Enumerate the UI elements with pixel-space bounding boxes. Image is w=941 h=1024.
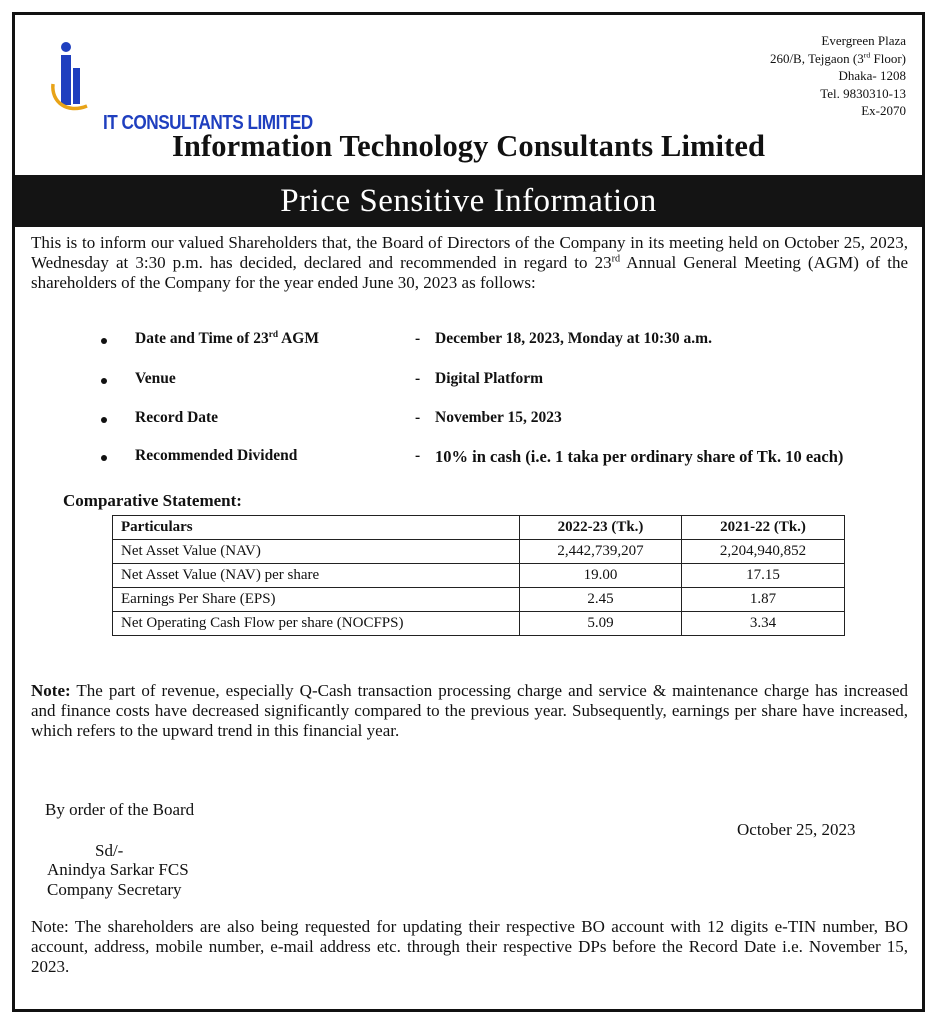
address-line: Dhaka- 1208 bbox=[838, 68, 906, 83]
bullet-icon bbox=[101, 378, 107, 384]
list-item bbox=[15, 370, 915, 392]
bullet-label: Venue bbox=[135, 370, 176, 387]
address-line: Ex-2070 bbox=[861, 103, 906, 118]
company-logo bbox=[45, 38, 313, 134]
table-cell: Earnings Per Share (EPS) bbox=[113, 588, 520, 612]
notice-date: October 25, 2023 bbox=[737, 820, 856, 839]
bullet-separator: - bbox=[415, 447, 421, 464]
bullet-label: Record Date bbox=[135, 409, 219, 426]
table-cell: 1.87 bbox=[682, 588, 845, 612]
table-cell: 2.45 bbox=[520, 588, 682, 612]
table-cell: 2,442,739,207 bbox=[520, 540, 682, 564]
note-label: Note: bbox=[31, 681, 71, 700]
list-item bbox=[15, 447, 915, 469]
column-header: 2022-23 (Tk.) bbox=[520, 516, 682, 540]
column-header: 2021-22 (Tk.) bbox=[682, 516, 845, 540]
table-cell: 5.09 bbox=[520, 612, 682, 636]
table-row bbox=[113, 564, 845, 588]
bullet-value: December 18, 2023, Monday at 10:30 a.m. bbox=[435, 330, 712, 347]
table-cell: 3.34 bbox=[682, 612, 845, 636]
table-cell: Net Operating Cash Flow per share (NOCFPS) bbox=[113, 612, 520, 636]
company-address bbox=[770, 32, 906, 120]
logo-text: IT CONSULTANTS LIMITED bbox=[103, 112, 313, 134]
address-line: 260/B, Tejgaon (3rd Floor) bbox=[769, 50, 906, 66]
signature-mark: Sd/- bbox=[95, 841, 124, 860]
notice-frame bbox=[12, 12, 925, 1012]
signatory-name: Anindya Sarkar FCS bbox=[47, 860, 189, 879]
table-cell: Net Asset Value (NAV) bbox=[113, 540, 520, 564]
bullet-separator: - bbox=[415, 330, 421, 347]
bullet-icon bbox=[101, 455, 107, 461]
company-title: Information Technology Consultants Limited bbox=[171, 129, 766, 163]
list-item bbox=[15, 409, 915, 431]
bullet-separator: - bbox=[415, 409, 421, 426]
bullet-value: 10% in cash (i.e. 1 taka per ordinary share of Tk. 10 each) bbox=[435, 447, 844, 466]
note-paragraph bbox=[31, 681, 908, 741]
bullet-icon bbox=[101, 417, 107, 423]
bullet-separator: - bbox=[415, 370, 421, 387]
note-text: The part of revenue, especially Q-Cash transaction processing charge and service & maintenance charge has increased and finance costs have decreased significantly compared to the previous year. Subsequently, earnings per share have increased, which refers to the upward trend in this financial year. bbox=[31, 681, 908, 740]
table-cell: 19.00 bbox=[520, 564, 682, 588]
bullet-label: Date and Time of 23rd AGM bbox=[135, 329, 319, 347]
table-cell: Net Asset Value (NAV) per share bbox=[113, 564, 520, 588]
bullet-label: Recommended Dividend bbox=[135, 447, 298, 464]
bullet-value: November 15, 2023 bbox=[435, 409, 562, 426]
signatory-title: Company Secretary bbox=[47, 880, 182, 899]
address-line: Tel. 9830310-13 bbox=[820, 85, 906, 101]
table-header-row bbox=[113, 516, 845, 540]
table-cell: 2,204,940,852 bbox=[682, 540, 845, 564]
bullet-value: Digital Platform bbox=[435, 370, 544, 387]
table-row bbox=[113, 612, 845, 636]
address-line: Evergreen Plaza bbox=[821, 33, 906, 48]
table-cell: 17.15 bbox=[682, 564, 845, 588]
comparative-statement-title: Comparative Statement: bbox=[63, 491, 242, 510]
column-header: Particulars bbox=[113, 516, 520, 540]
by-order-text: By order of the Board bbox=[45, 800, 195, 819]
bullet-icon bbox=[101, 338, 107, 344]
list-item bbox=[15, 330, 915, 352]
shareholder-note: Note: The shareholders are also being requested for updating their respective BO account with 12 digits e-TIN number, BO account, address, mobile number, e-mail address etc. through their respective DPs before the Record Date i.e. November 15, 2023. bbox=[31, 917, 908, 976]
comparative-table bbox=[112, 515, 845, 636]
table-row bbox=[113, 540, 845, 564]
intro-paragraph: This is to inform our valued Shareholders that, the Board of Directors of the Company in its meeting held on October 25, 2023, Wednesday at 3:30 p.m. has decided, declared and recommended in regard to 23rd Annual General Meeting (AGM) of the shareholders of the Company for the year ended June 30, 2023 as follows: bbox=[31, 233, 908, 292]
table-row bbox=[113, 588, 845, 612]
banner-title: Price Sensitive Information bbox=[15, 175, 922, 227]
